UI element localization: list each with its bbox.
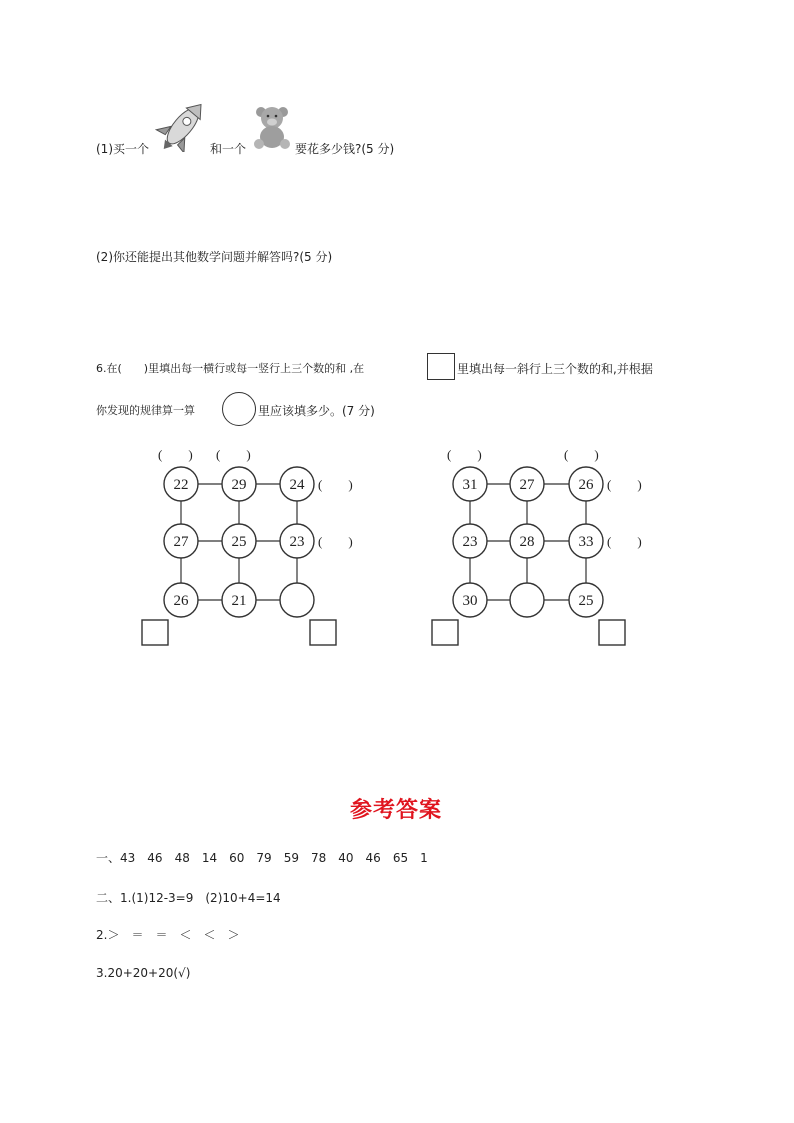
q5-part2: (2)你还能提出其他数学问题并解答吗?(5 分) [96, 250, 333, 264]
grid1-square-right [310, 620, 336, 645]
grid2-row-paren: ( ) [607, 534, 642, 549]
answer-value: 79 [256, 851, 272, 865]
grid2-row-paren: ( ) [607, 477, 642, 492]
grid2-square-left [432, 620, 458, 645]
q5-part1-mid: 和一个 [210, 142, 247, 156]
answers-line-1 [96, 849, 440, 866]
answer-value: 1 [420, 851, 428, 865]
grid1-cell: 26 [173, 593, 189, 609]
q6-line1-a: 6.在( )里填出每一横行或每一竖行上三个数的和 ,在 [96, 362, 365, 375]
answer-value: 48 [174, 851, 190, 865]
rocket-toy-picture [155, 100, 211, 152]
q6-line2-a: 你发现的规律算一算 [96, 404, 195, 417]
grid2-col-paren: ( ) [564, 447, 599, 462]
grid2-cell: 33 [578, 534, 594, 550]
grid2-square-right [599, 620, 625, 645]
answer-value: 46 [365, 851, 381, 865]
answer-square-sample [427, 353, 455, 380]
answer-value: 14 [201, 851, 218, 865]
grid2-cell: 31 [462, 477, 478, 493]
answers-line1-label: 一、 [96, 851, 121, 865]
grid2-cell: 30 [462, 593, 478, 609]
number-grid-1 [140, 440, 380, 650]
answer-value: 43 [120, 851, 136, 865]
grid1-cell: 27 [173, 534, 189, 550]
number-grid-2 [428, 440, 668, 650]
q5-part1-prefix: (1)买一个 [96, 142, 149, 156]
grid1-cell: 23 [289, 534, 305, 550]
grid2-cell: 23 [462, 534, 478, 550]
grid2-cell: 26 [578, 477, 594, 493]
answer-value: 60 [229, 851, 245, 865]
grid1-cell: 24 [289, 477, 305, 493]
answer-value: 40 [338, 851, 354, 865]
grid2-col-paren: ( ) [447, 447, 482, 462]
grid1-col-paren: ( ) [216, 447, 251, 462]
grid1-cell: 29 [231, 477, 247, 493]
answer-value: 65 [392, 851, 409, 865]
grid2-cell: 27 [519, 477, 535, 493]
grid1-col-paren: ( ) [158, 447, 193, 462]
answer-value: 46 [147, 851, 163, 865]
answer-circle-sample [222, 392, 256, 426]
grid1-circle-9 [280, 583, 314, 617]
answers-line-2: 二、1.(1)12-3=9 (2)10+4=14 [96, 891, 281, 905]
answer-value: 78 [310, 851, 327, 865]
grid1-cell: 21 [231, 593, 247, 609]
grid1-cell: 25 [231, 534, 247, 550]
grid1-row-paren: ( ) [318, 477, 353, 492]
grid2-cell: 25 [578, 593, 594, 609]
grid1-square-left [142, 620, 168, 645]
teddy-bear-picture [252, 104, 294, 152]
grid1-row-paren: ( ) [318, 534, 353, 549]
answer-value: 59 [283, 851, 299, 865]
answers-title: 参考答案 [350, 797, 443, 823]
q6-line1-b: 里填出每一斜行上三个数的和,并根据 [457, 362, 653, 376]
grid2-cell: 28 [519, 534, 535, 550]
grid1-cell: 22 [173, 477, 189, 493]
answers-line-3: 2.＞ ＝ ＝ ＜ ＜ ＞ [96, 928, 240, 942]
q6-line2-b: 里应该填多少。(7 分) [258, 404, 375, 418]
answers-line-4: 3.20+20+20(√) [96, 966, 191, 980]
grid2-circle-8 [510, 583, 544, 617]
q5-part1-suffix: 要花多少钱?(5 分) [295, 142, 395, 156]
